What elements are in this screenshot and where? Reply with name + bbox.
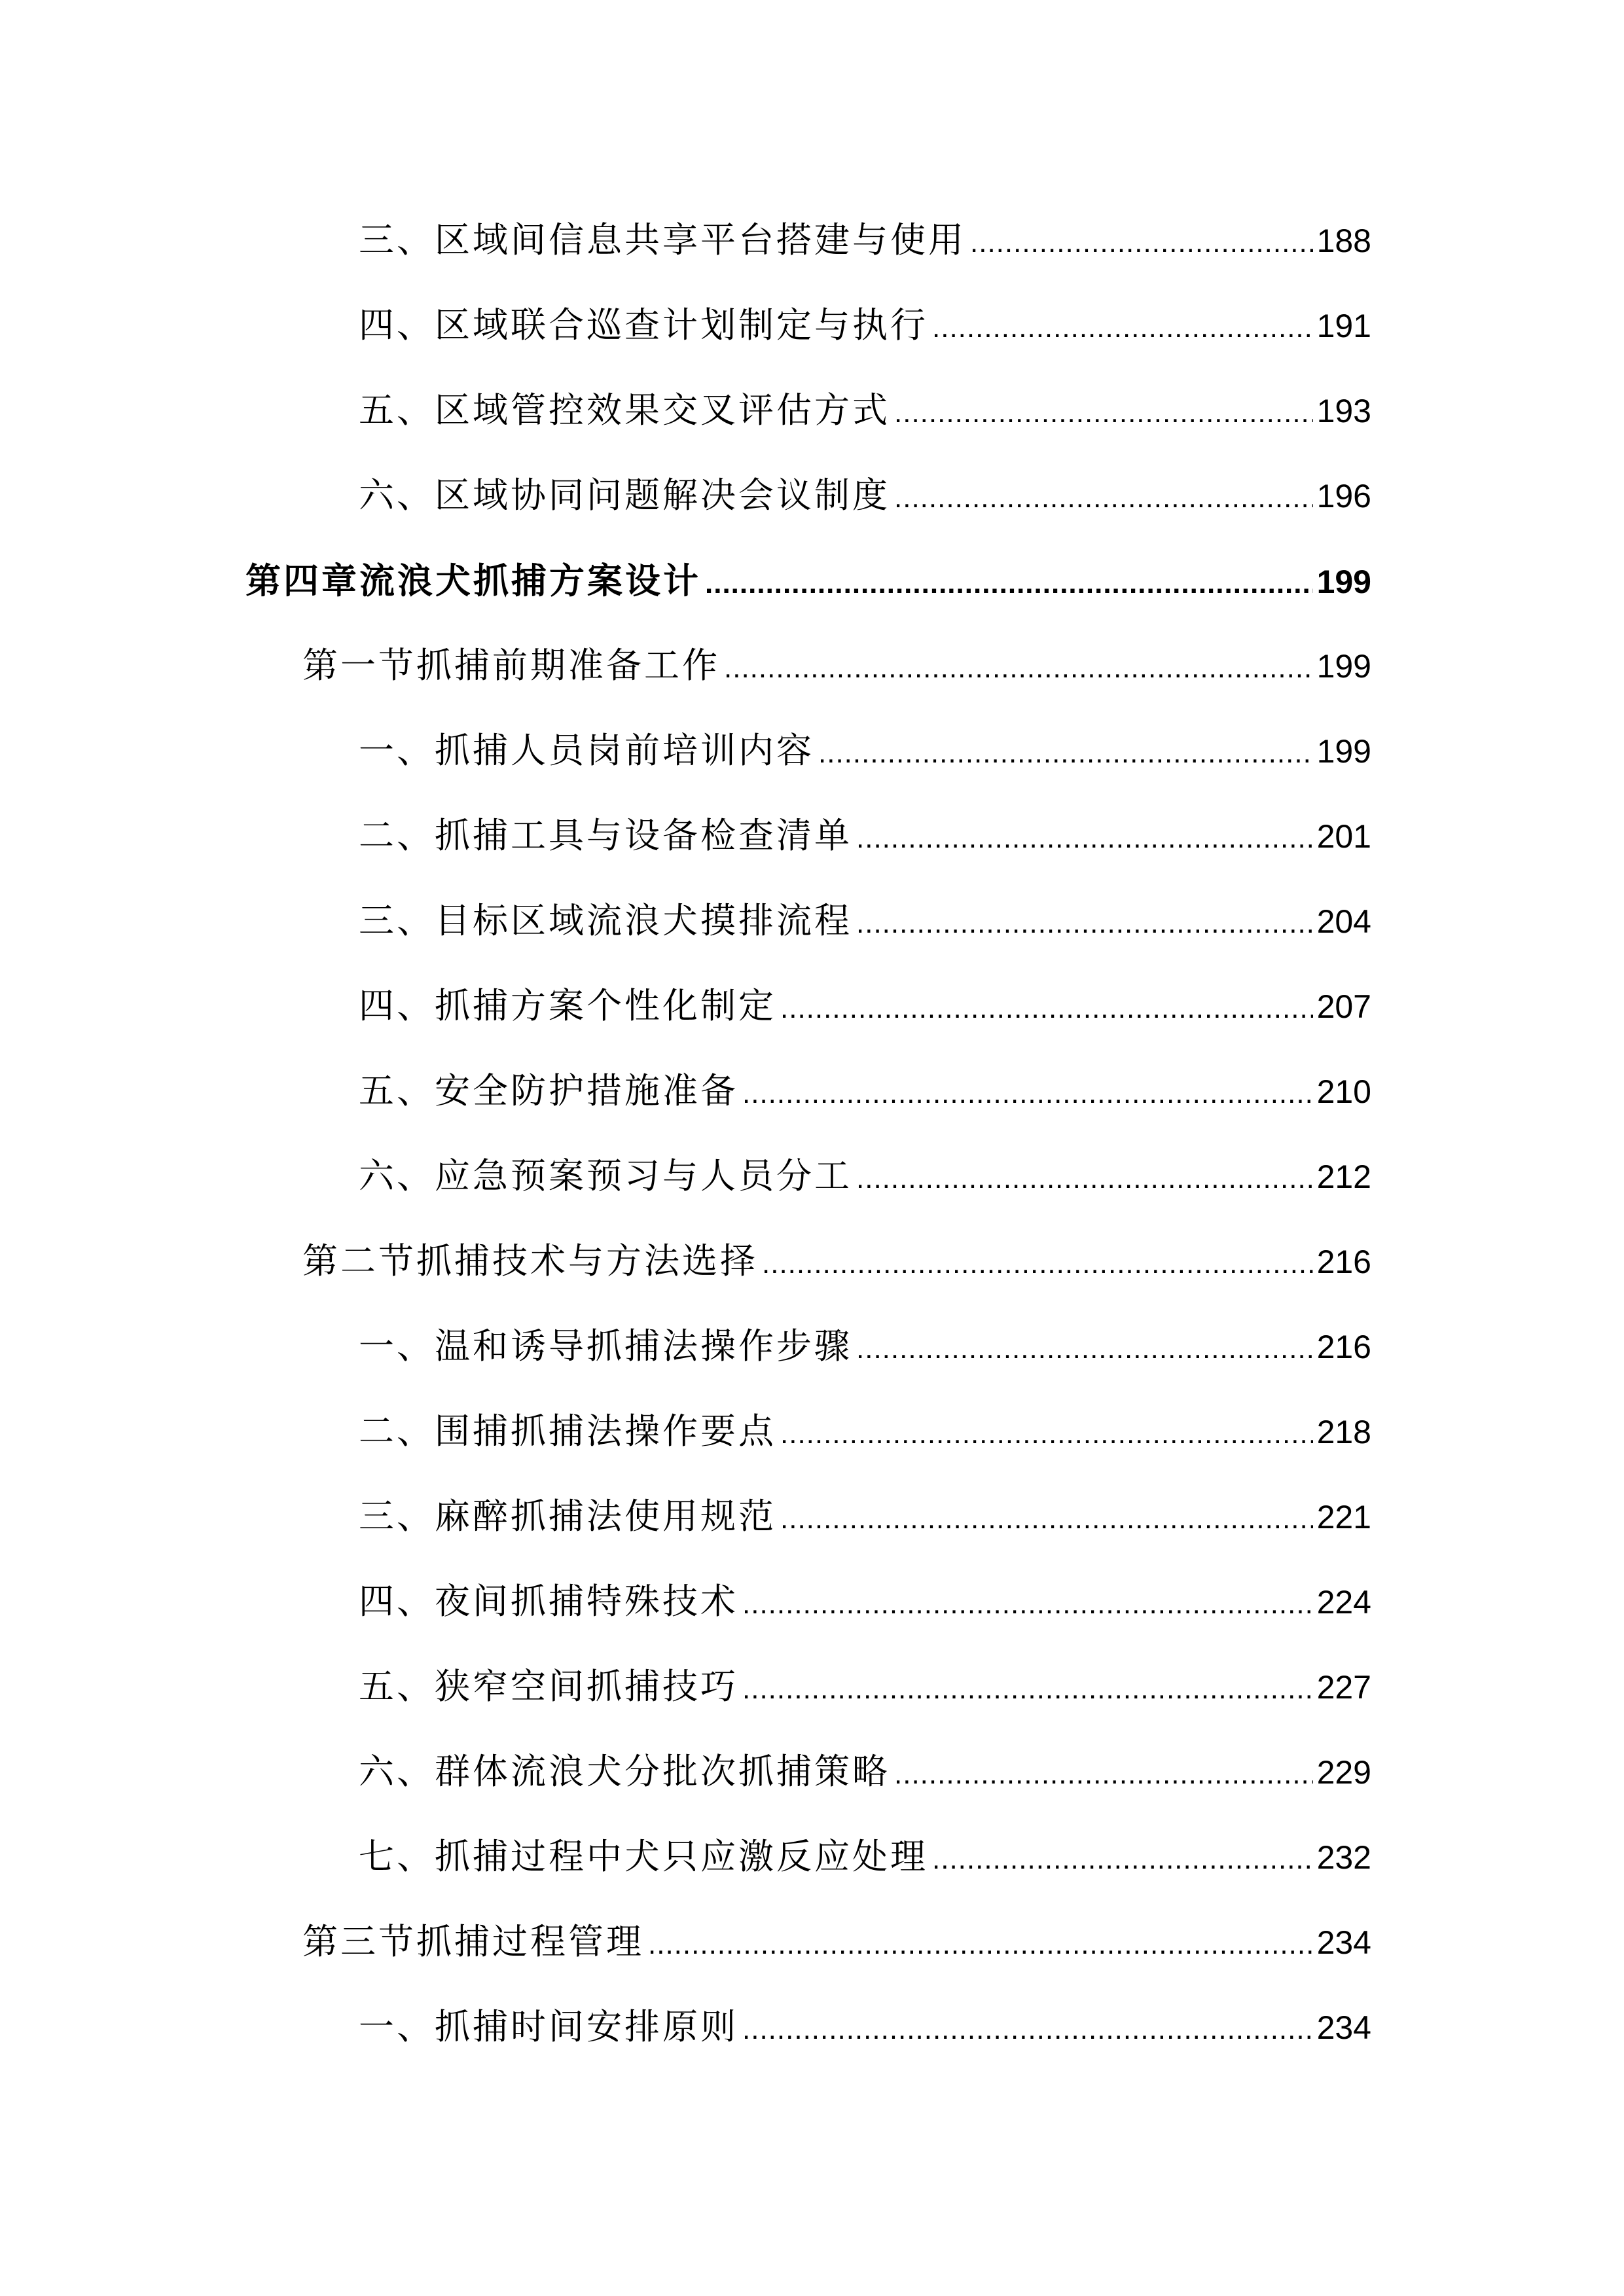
toc-entry-page: 229 (1316, 1754, 1371, 1791)
toc-entry[interactable] (359, 1831, 1371, 1883)
toc-entry-page: 210 (1316, 1073, 1371, 1110)
toc-dot-leader (780, 1408, 1313, 1460)
toc-dot-leader (705, 558, 1313, 610)
toc-entry-page: 234 (1316, 2009, 1371, 2046)
toc-entry[interactable] (359, 725, 1371, 777)
toc-entry-page: 207 (1316, 988, 1371, 1025)
toc-entry-page: 221 (1316, 1499, 1371, 1535)
toc-dot-leader (780, 982, 1313, 1035)
toc-dot-leader (780, 1493, 1313, 1545)
toc-entry-title: 五、狭窄空间抓捕技巧 (359, 1666, 738, 1707)
toc-entry-page: 216 (1316, 1244, 1371, 1280)
toc-entry[interactable] (359, 1150, 1371, 1202)
toc-entry-title: 一、抓捕人员岗前培训内容 (359, 730, 814, 771)
toc-entry-page: 188 (1316, 223, 1371, 259)
toc-dot-leader (742, 1067, 1313, 1120)
toc-entry[interactable] (359, 895, 1371, 947)
toc-entry-page: 201 (1316, 818, 1371, 855)
toc-entry-page: 193 (1316, 393, 1371, 429)
toc-entry[interactable] (359, 1065, 1371, 1117)
toc-entry-title: 二、抓捕工具与设备检查清单 (359, 815, 852, 856)
toc-dot-leader (742, 2003, 1313, 2056)
toc-dot-leader (818, 727, 1313, 780)
toc-entry[interactable] (359, 1490, 1371, 1543)
toc-entry-title: 六、群体流浪犬分批次抓捕策略 (359, 1751, 890, 1792)
toc-entry-page: 216 (1316, 1329, 1371, 1365)
toc-dot-leader (932, 302, 1313, 354)
toc-dot-leader (894, 387, 1313, 439)
toc-entry-page: 199 (1316, 564, 1371, 600)
toc-entry-title: 六、应急预案预习与人员分工 (359, 1155, 852, 1196)
toc-dot-leader (742, 1578, 1313, 1630)
toc-entry-page: 218 (1316, 1414, 1371, 1450)
toc-entry-page: 196 (1316, 478, 1371, 514)
toc-dot-leader (648, 1918, 1313, 1971)
toc-entry[interactable] (359, 299, 1371, 351)
toc-entry-page: 204 (1316, 903, 1371, 940)
toc-dot-leader (856, 1323, 1313, 1375)
toc-entry-title: 一、抓捕时间安排原则 (359, 2006, 738, 2047)
toc-entry[interactable] (359, 2001, 1371, 2053)
toc-entry[interactable] (359, 214, 1371, 266)
toc-entry-page: 191 (1316, 308, 1371, 344)
toc-entry[interactable] (359, 1575, 1371, 1628)
toc-entry-page: 199 (1316, 648, 1371, 685)
toc-entry-title: 三、麻醉抓捕法使用规范 (359, 1496, 776, 1537)
toc-dot-leader (970, 217, 1313, 269)
toc-entry-page: 224 (1316, 1584, 1371, 1621)
toc-entry-title: 第一节抓捕前期准备工作 (302, 645, 720, 686)
toc-chapter-entry[interactable] (245, 554, 1371, 607)
toc-entry-title: 二、围捕抓捕法操作要点 (359, 1410, 776, 1452)
toc-entry-title: 六、区域协同问题解决会议制度 (359, 475, 890, 516)
toc-entry[interactable] (359, 980, 1371, 1032)
toc-entry-title: 三、区域间信息共享平台搭建与使用 (359, 219, 966, 260)
toc-entry-page: 212 (1316, 1158, 1371, 1195)
toc-entry-page: 199 (1316, 733, 1371, 770)
toc-entry-title: 五、区域管控效果交叉评估方式 (359, 389, 890, 431)
toc-entry-title: 四、抓捕方案个性化制定 (359, 985, 776, 1026)
toc-entry-page: 234 (1316, 1924, 1371, 1961)
toc-entry-title: 四、区域联合巡查计划制定与执行 (359, 304, 928, 346)
toc-entry-title: 第二节抓捕技术与方法选择 (302, 1240, 758, 1282)
toc-entry-page: 227 (1316, 1669, 1371, 1706)
toc-entry[interactable] (359, 810, 1371, 862)
toc-dot-leader (762, 1238, 1313, 1290)
toc-entry[interactable] (359, 1660, 1371, 1713)
toc-dot-leader (856, 897, 1313, 950)
toc-entry-title: 一、温和诱导抓捕法操作步骤 (359, 1325, 852, 1367)
toc-entry-title: 第三节抓捕过程管理 (302, 1921, 644, 1962)
toc-entry[interactable] (359, 384, 1371, 437)
toc-section-entry[interactable] (302, 1916, 1371, 1968)
toc-dot-leader (932, 1833, 1313, 1886)
toc-entry[interactable] (359, 1405, 1371, 1458)
toc-entry-page: 232 (1316, 1839, 1371, 1876)
toc-section-entry[interactable] (302, 1235, 1371, 1287)
toc-entry-title: 七、抓捕过程中犬只应激反应处理 (359, 1836, 928, 1877)
toc-entry-title: 四、夜间抓捕特殊技术 (359, 1581, 738, 1622)
toc-dot-leader (724, 642, 1313, 694)
toc-dot-leader (894, 472, 1313, 524)
toc-dot-leader (856, 812, 1313, 865)
toc-entry-title: 三、目标区域流浪犬摸排流程 (359, 900, 852, 941)
toc-dot-leader (856, 1153, 1313, 1205)
toc-entry-title: 第四章流浪犬抓捕方案设计 (245, 560, 701, 601)
toc-dot-leader (894, 1748, 1313, 1801)
toc-entry-title: 五、安全防护措施准备 (359, 1070, 738, 1111)
toc-dot-leader (742, 1663, 1313, 1715)
toc-entry[interactable] (359, 469, 1371, 522)
toc-entry[interactable] (359, 1746, 1371, 1798)
toc-entry[interactable] (359, 1320, 1371, 1372)
toc-section-entry[interactable] (302, 639, 1371, 692)
